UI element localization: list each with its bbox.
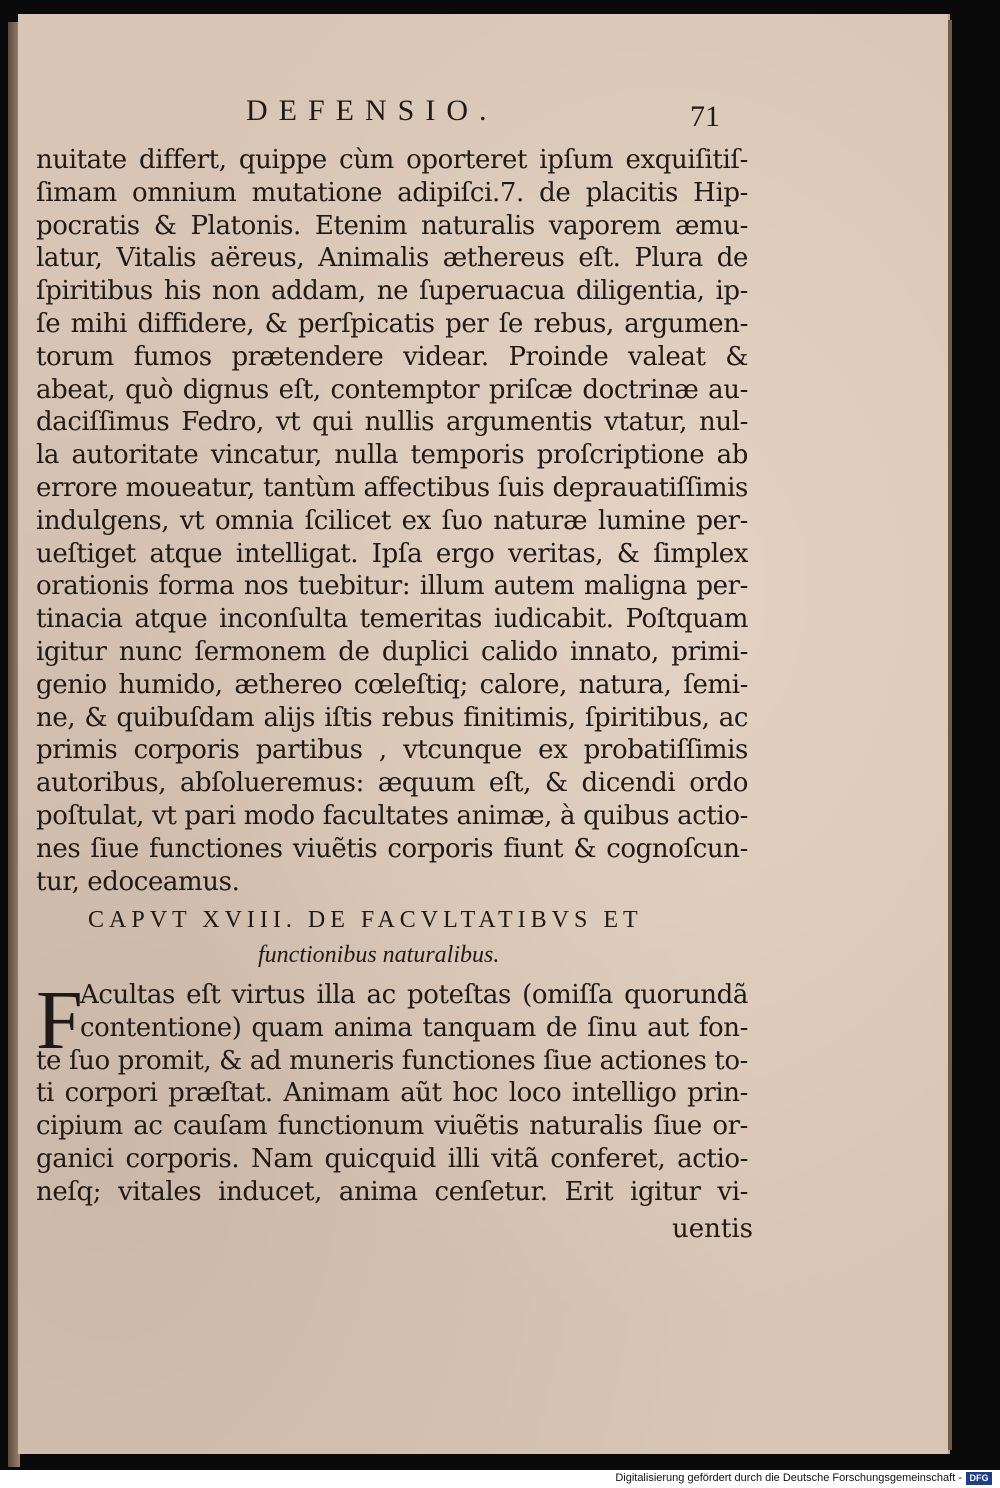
text-line: poſtulat, vt pari modo facultates animæ, à quibus actio-: [36, 800, 748, 831]
text-line: genio humido, æthereo cœleſtiq; calore, natura, ſemi-: [36, 669, 748, 700]
text-line: latur, Vitalis aëreus, Animalis æthereus eſt. Plura de: [36, 243, 748, 274]
chapter-heading: CAPVT XVIII. DE FACVLTATIBVS ET: [88, 907, 643, 933]
body-text: [36, 144, 748, 898]
text-line: nes ſiue functiones viuẽtis corporis fiunt & cognoſcun-: [36, 833, 748, 864]
text-line: ueſtiget atque intelligat. Ipſa ergo veritas, & ſimplex: [36, 538, 748, 569]
text-line: tinacia atque inconſulta temeritas iudicabit. Poſtquam: [36, 604, 748, 635]
page-edge: [948, 20, 952, 1450]
text-line: pocratis & Platonis. Etenim naturalis vaporem æmu-: [36, 210, 748, 241]
text-line: ſpiritibus his non addam, ne ſuperuacua diligentia, ip-: [36, 276, 748, 307]
page-number: 71: [690, 100, 720, 133]
text-line: orationis forma nos tuebitur: illum autem maligna per-: [36, 571, 748, 602]
text-line: autoribus, abſolueremus: æquum eſt, & dicendi ordo: [36, 768, 748, 799]
text-line: daciſſimus Fedro, vt qui nullis argumentis vtatur, nul-: [36, 407, 748, 438]
text-line: ſe mihi diffidere, & perſpicatis per ſe rebus, argumen-: [36, 308, 748, 339]
text-line: te ſuo promit, & ad muneris functiones ſiue actiones to-: [36, 1045, 748, 1076]
text-line: nuitate differt, quippe cùm oporteret ipſum exquiſitiſ-: [36, 145, 748, 175]
text-line: tur, edoceamus.: [36, 866, 240, 897]
text-line: ti corpori præſtat. Animam aũt hoc loco intelligo prin-: [36, 1078, 748, 1109]
running-title: DEFENSIO.: [246, 94, 498, 127]
text-line: ſimam omnium mutatione adipiſci.7. de placitis Hip-: [36, 177, 748, 208]
chapter-text: [36, 974, 748, 1209]
dfg-logo: DFG: [966, 1472, 992, 1485]
text-line: Acultas eſt virtus illa ac poteſtas (omiſſa quorundã: [80, 980, 748, 1010]
text-line: la autoritate vincatur, nulla temporis proſcriptione ab: [36, 440, 748, 471]
text-line: cipium ac cauſam functionum viuẽtis naturalis ſiue or-: [36, 1111, 748, 1142]
chapter-subheading: functionibus naturalibus.: [258, 942, 500, 968]
text-line: abeat, quò dignus eſt, contemptor priſcæ doctrinæ au-: [36, 374, 748, 405]
text-line: primis corporis partibus , vtcunque ex probatiſſimis: [36, 735, 748, 766]
text-line: ganici corporis. Nam quicquid illi vitã conferet, actio-: [36, 1143, 748, 1174]
text-line: torum fumos prætendere videar. Proinde valeat &: [36, 341, 748, 372]
catchword: uentis: [672, 1214, 753, 1244]
text-line: errore moueatur, tantùm affectibus ſuis deprauatiſſimis: [36, 472, 748, 503]
text-line: indulgens, vt omnia ſcilicet ex ſuo naturæ lumine per-: [36, 505, 748, 536]
text-line: contentione) quam anima tanquam de ſinu aut fon-: [80, 1012, 748, 1043]
text-line: neſq; vitales inducet, anima cenſetur. Erit igitur vi-: [36, 1176, 748, 1207]
drop-initial: F: [36, 974, 83, 1067]
text-line: igitur nunc ſermonem de duplici calido innato, primi-: [36, 636, 748, 667]
text-line: ne, & quibuſdam alijs iſtis rebus finitimis, ſpiritibus, ac: [36, 702, 748, 733]
book-page: [18, 14, 950, 1454]
footer-credit: Digitalisierung gefördert durch die Deutsche Forschungsgemeinschaft -: [615, 1472, 962, 1484]
